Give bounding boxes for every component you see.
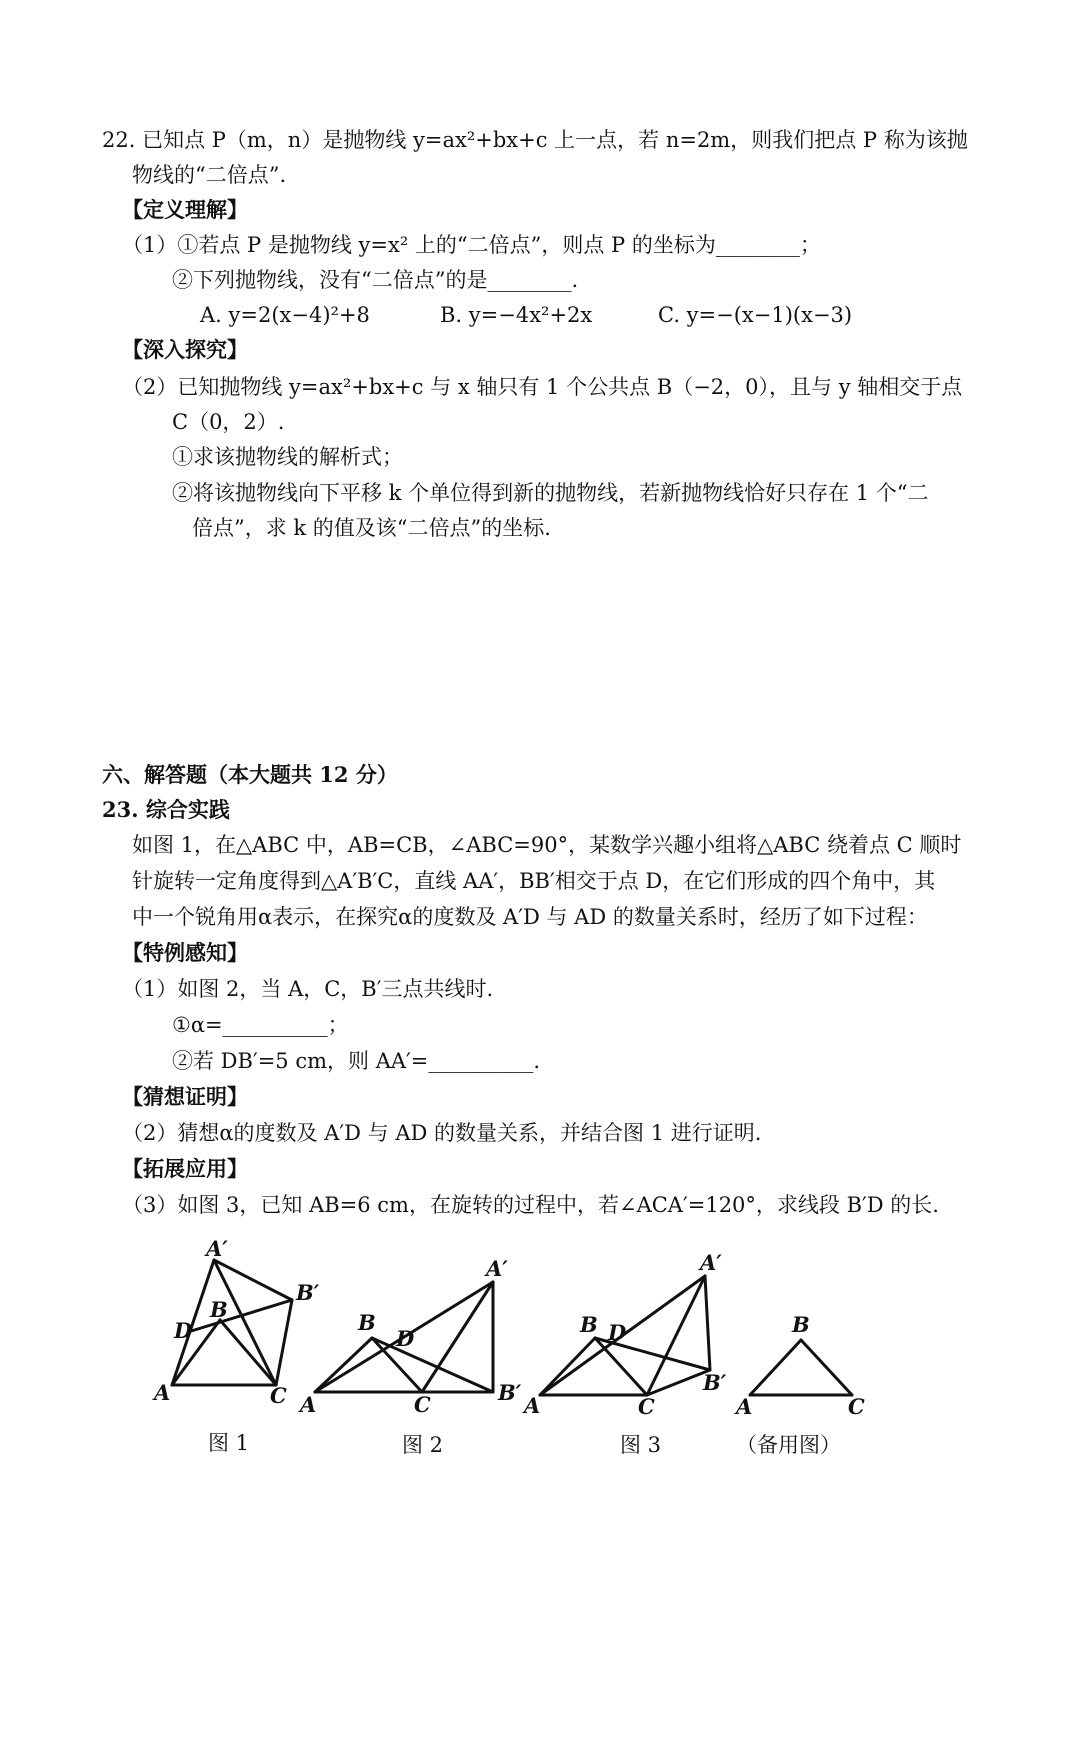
fig3-label-c: C [638,1394,655,1419]
fig3-label-a2: A′ [700,1250,722,1275]
fig2-label-b2: B′ [498,1380,522,1405]
fig2-label-a: A [300,1392,317,1417]
q23-part3: （3）如图 3，已知 AB=6 cm，在旋转的过程中，若∠ACA′=120°，求线段 B′D 的长. [122,1193,939,1217]
q23-intro3: 中一个锐角用α表示，在探究α的度数及 A′D 与 AD 的数量关系时，经历了如下过程： [132,905,928,929]
section-definition: 【定义理解】 [122,197,248,222]
fig3-segment-ca2 [647,1276,705,1395]
q22-option-c: C. y=−(x−1)(x−3) [658,303,853,327]
fig1-caption: 图 1 [208,1431,250,1455]
q22-option-b: B. y=−4x²+2x [440,303,593,327]
q22-part2c: ①求该抛物线的解析式； [172,445,403,469]
fig2-label-b: B [358,1310,376,1335]
fig2-label-a2: A′ [486,1256,508,1281]
q23-part2: （2）猜想α的度数及 A′D 与 AD 的数量关系，并结合图 1 进行证明. [122,1121,762,1145]
q22-part1b: ②下列抛物线，没有“二倍点”的是________. [172,268,579,292]
fig1-label-b: B [210,1297,228,1322]
figure-1 [152,1240,320,1455]
fig1-label-c: C [270,1383,287,1408]
q23-part1-aa: ②若 DB′=5 cm，则 AA′=__________. [172,1049,541,1073]
fig2-line-bb2 [372,1338,493,1392]
fig2-segment-ab [315,1338,372,1392]
fig2-label-d: D [396,1326,415,1351]
fig4-label-a: A [736,1394,753,1419]
fig4-caption: （备用图） [736,1433,841,1457]
fig1-segment-b2c [276,1300,292,1385]
section-special-case: 【特例感知】 [122,940,248,965]
fig3-label-b: B [580,1312,598,1337]
fig1-segment-a2b2 [214,1260,292,1300]
fig2-caption: 图 2 [402,1433,444,1457]
figure-spare [734,1312,865,1457]
fig3-label-b2: B′ [703,1370,727,1395]
section-application: 【拓展应用】 [122,1156,248,1181]
fig4-label-c: C [848,1394,865,1419]
fig4-label-b: B [792,1312,810,1337]
q23-title: 23. 综合实践 [102,797,230,822]
q22-part2d: ②将该抛物线向下平移 k 个单位得到新的抛物线，若新抛物线恰好只存在 1 个“二 [172,481,929,505]
fig3-caption: 图 3 [620,1433,662,1457]
section-conjecture: 【猜想证明】 [122,1084,248,1109]
section-six-heading: 六、解答题（本大题共 12 分） [102,762,398,787]
figures-row [140,1240,1000,1490]
q23-intro1: 如图 1，在△ABC 中，AB=CB，∠ABC=90°，某数学兴趣小组将△ABC 绕着点 C 顺时 [132,833,962,857]
fig1-label-a: A [154,1380,171,1405]
q22-part2e: 倍点”，求 k 的值及该“二倍点”的坐标. [192,516,551,540]
fig4-segment-bc [801,1340,852,1395]
fig2-label-c: C [414,1392,431,1417]
q23-part1: （1）如图 2，当 A，C，B′三点共线时. [122,977,494,1001]
figure-3 [522,1250,727,1457]
geometry-figures [140,1240,1000,1490]
section-explore: 【深入探究】 [122,337,248,362]
fig4-segment-ab [750,1340,801,1395]
q22-part2a: （2）已知抛物线 y=ax²+bx+c 与 x 轴只有 1 个公共点 B（−2，0），且与 y 轴相交于点 [122,375,963,399]
fig3-label-a: A [524,1393,541,1418]
q22-line2: 物线的“二倍点”. [132,163,287,187]
q23-intro2: 针旋转一定角度得到△A′B′C，直线 AA′，BB′相交于点 D，在它们形成的四个角中，其 [132,869,936,893]
q22-part1: （1）①若点 P 是抛物线 y=x² 上的“二倍点”，则点 P 的坐标为________； [122,233,821,257]
fig3-segment-a2b2 [705,1276,710,1370]
fig1-label-b2: B′ [296,1280,320,1305]
fig1-label-d: D [174,1318,193,1343]
fig1-label-a2: A′ [206,1240,228,1261]
q22-option-a: A. y=2(x−4)²+8 [200,303,370,327]
q22-part2b: C（0，2）. [172,410,285,434]
fig3-segment-ab [540,1338,595,1395]
q23-part1-alpha: ①α=__________； [172,1013,349,1037]
fig1-line-bb2 [188,1300,292,1332]
q22-line1: 22. 已知点 P（m，n）是抛物线 y=ax²+bx+c 上一点，若 n=2m，则我们把点 P 称为该抛 [102,128,968,152]
figure-2 [298,1256,522,1457]
fig3-label-d: D [608,1320,627,1345]
